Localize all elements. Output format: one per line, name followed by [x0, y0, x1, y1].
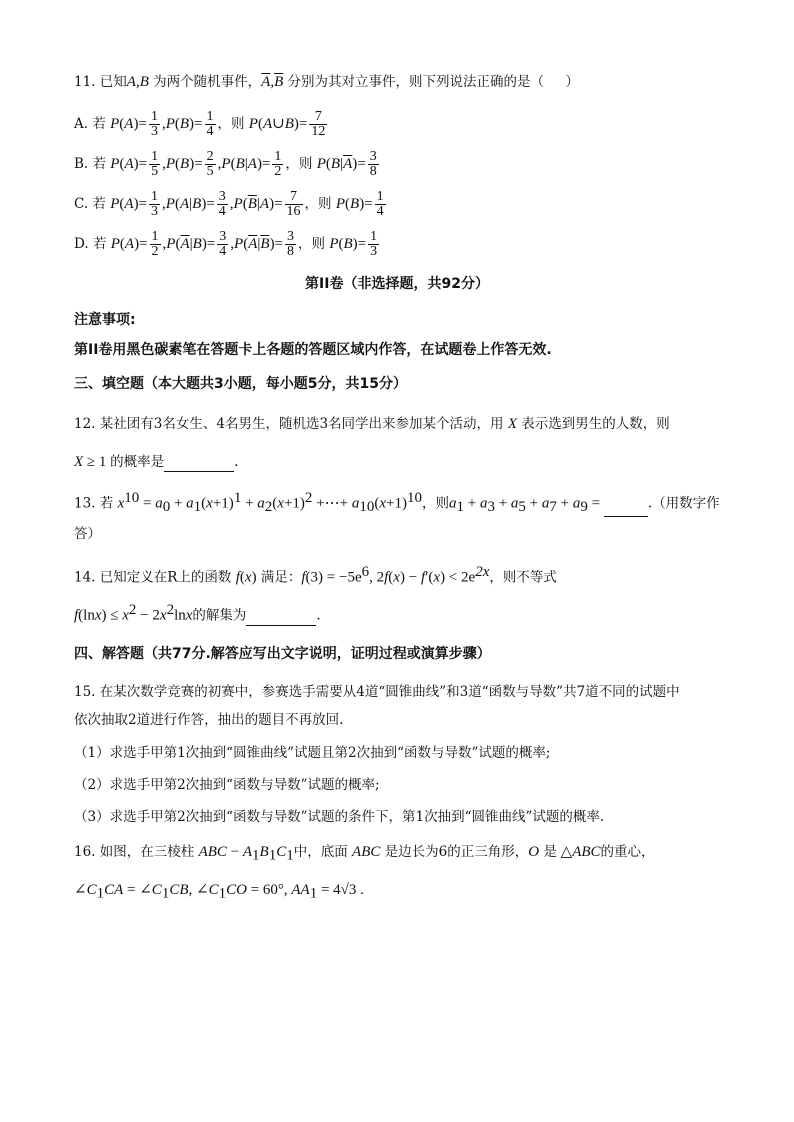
- q16-line2: $\angle C_1CA$ = $\angle C_1CB$, $\angle C_1CO = 60^\circ$, $AA_1 = 4√3$ .: [74, 882, 364, 902]
- part-4-title: 四、解答题（共77分.解答应写出文字说明，证明过程或演算步骤）: [74, 646, 491, 662]
- q12-answer-blank[interactable]: [164, 457, 234, 472]
- notice-title: 注意事项:: [74, 312, 136, 328]
- q13-answer-blank[interactable]: [604, 502, 648, 517]
- q12-line1: 12. 某社团有3名女生、4名男生，随机选3名同学出来参加某个活动，用 X 表示选到男生的人数，则: [74, 416, 670, 432]
- q14-line1: 14. 已知定义在R上的函数 f(x) 满足：$f(3) = -5e^6$, $2f(x) - f'(x) < 2e^{2x}$，则不等式: [74, 564, 557, 586]
- section-2-title: 第II卷（非选择题，共92分）: [305, 276, 489, 292]
- q15-sub3: （3）求选手甲第2次抽到“函数与导数”试题的条件下，第1次抽到“圆锥曲线”试题的概率.: [74, 809, 605, 825]
- q11-option-a: A. 若 P(A)= $\frac{1}{3}$ ,P(B)= $\frac{1}{4}$ ，则 P(A∪B)= $\frac{7}{12}$: [74, 109, 326, 139]
- q14-answer-blank[interactable]: [246, 611, 316, 626]
- q15-line2: 依次抽取2道进行作答，抽出的题目不再放回.: [74, 712, 344, 728]
- q16-line1: 16. 如图，在三棱柱 ABC − $A_1B_1C_1$中，底面 ABC 是边长为6的正三角形，O 是 △ABC的重心，: [74, 844, 655, 864]
- q15-sub2: （2）求选手甲第2次抽到“函数与导数”试题的概率;: [74, 777, 380, 793]
- q11-option-d: D. 若 P(A)= $\frac{1}{2}$ $,P(\overline{A}|B)=$ $\frac{3}{4}$ $,P(\overline{A}|\overline{B})=$ $\frac{3}{8}$ ，则 P(B)= $\frac{1}{3}$: [74, 229, 378, 259]
- q11-stem: 11. 已知A,B 为两个随机事件，$\overline{A},\overline{B}$ 分别为其对立事件，则下列说法正确的是（ ）: [74, 74, 579, 90]
- q15-line1: 15. 在某次数学竞赛的初赛中，参赛选手需要从4道“圆锥曲线”和3道“函数与导数”共7道不同的试题中: [74, 684, 680, 700]
- q14-line2: $f(\ln x) \le x^2 - 2x^2\ln x$的解集为 .: [74, 602, 321, 624]
- part-3-title: 三、填空题（本大题共3小题，每小题5分，共15分）: [74, 376, 407, 392]
- q12-line2: X ≥ 1 的概率是 .: [74, 454, 239, 470]
- notice-text: 第II卷用黑色碳素笔在答题卡上各题的答题区域内作答，在试题卷上作答无效.: [74, 342, 552, 358]
- q13-line1: 13. 若 $x^{10} = a_0 + a_1(x+1)^1 + a_2(x+1)^2$ +⋯+ $a_{10}(x+1)^{10}$，则$a_1 + a_3 + a_5 + a_7 + a_9$ = .（用数字作: [74, 490, 720, 516]
- q13-line2: 答）: [74, 526, 101, 542]
- q11-option-c: C. 若 P(A)= $\frac{1}{3}$ ,P(A|B)= $\frac{3}{4}$ $,P(\overline{B}|A)=$ $\frac{7}{16}$ ，则 P(B)= $\frac{1}{4}$: [74, 189, 384, 219]
- q11-option-b: B. 若 P(A)= $\frac{1}{5}$ ,P(B)= $\frac{2}{5}$ ,P(B|A)= $\frac{1}{2}$ ，则 $P(B|\overline{A})=$ $\frac{3}{8}$: [74, 149, 377, 179]
- q15-sub1: （1）求选手甲第1次抽到“圆锥曲线”试题且第2次抽到“函数与导数”试题的概率;: [74, 745, 551, 761]
